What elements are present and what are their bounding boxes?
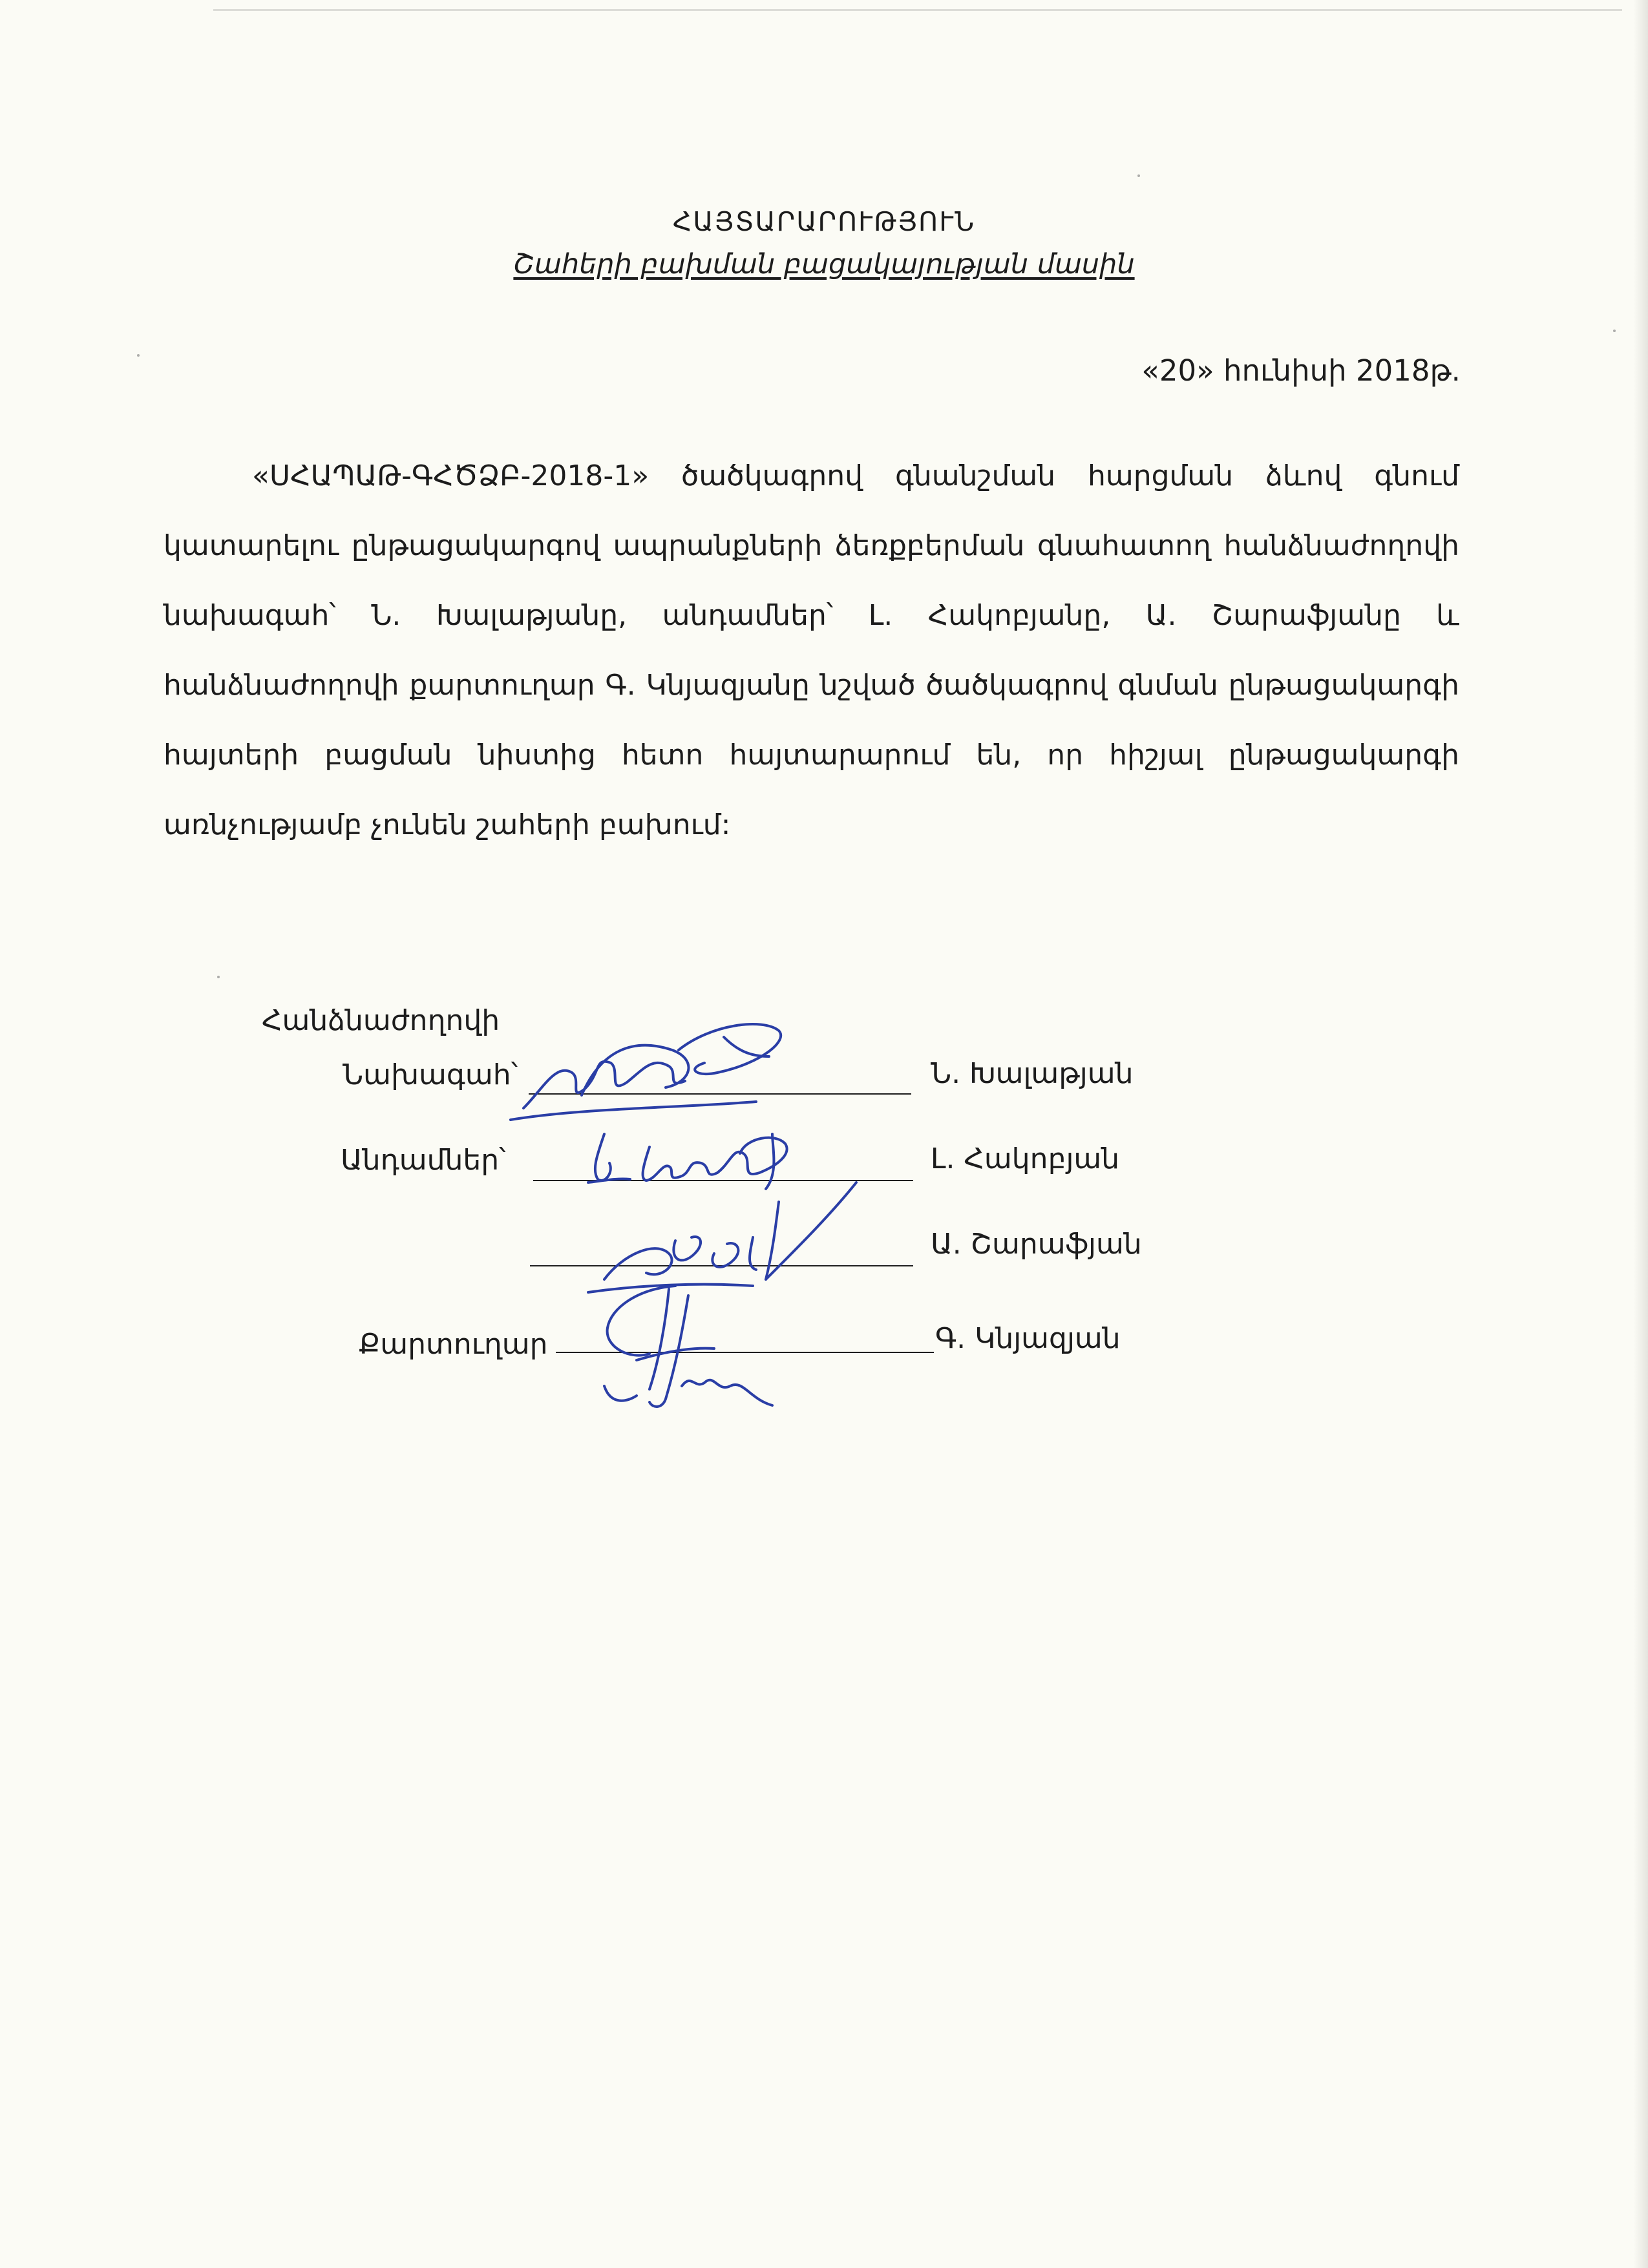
scan-speck xyxy=(217,976,220,978)
document-title: ՀԱՅՏԱՐԱՐՈՒԹՅՈՒՆ xyxy=(672,206,976,237)
document-date: «20» հունիսի 2018թ. xyxy=(1141,353,1461,388)
chairman-label: Նախագահ՝ xyxy=(343,1058,518,1091)
secretary-label: Քարտուղար xyxy=(359,1328,548,1361)
document-subtitle: Շահերի բախման բացակայության մասին xyxy=(513,248,1135,280)
scan-speck xyxy=(1613,330,1616,332)
secretary-signature xyxy=(598,1276,785,1418)
members-label: Անդամներ՝ xyxy=(341,1144,506,1177)
document-body: «ՍՀԱՊԱԹ-ԳՀԾՁԲ-2018-1» ծածկագրով գնանշման հարցման ձևով գնում կատարելու ընթացակարգով ապրանքների ձեռքբերման գնահատող հանձնաժողովի նախագահ՝ Ն. Խալաթյանը, անդամներ՝ Լ. Հակոբյանը, Ա. Շարաֆյանը և հանձնաժողովի քարտուղար Գ. Կնյազյանը նշված ծածկագրով գնման ընթացակարգի հայտերի բացման նիստից հետո հայտարարում են, որ հիշյալ ընթացակարգի առնչությամբ չունեն շահերի բախում: xyxy=(164,459,1459,841)
scan-top-edge xyxy=(213,9,1622,11)
member2-name: Ա. Շարաֆյան xyxy=(931,1228,1142,1261)
scan-right-edge xyxy=(1634,0,1648,2268)
member1-name: Լ. Հակոբյան xyxy=(931,1142,1120,1175)
committee-label: Հանձնաժողովի xyxy=(262,1004,500,1037)
scan-speck xyxy=(137,354,140,357)
chairman-name: Ն. Խալաթյան xyxy=(931,1057,1134,1090)
scan-speck xyxy=(1137,174,1140,177)
chairman-signature xyxy=(504,1011,808,1124)
secretary-name: Գ. Կնյազյան xyxy=(935,1322,1121,1355)
